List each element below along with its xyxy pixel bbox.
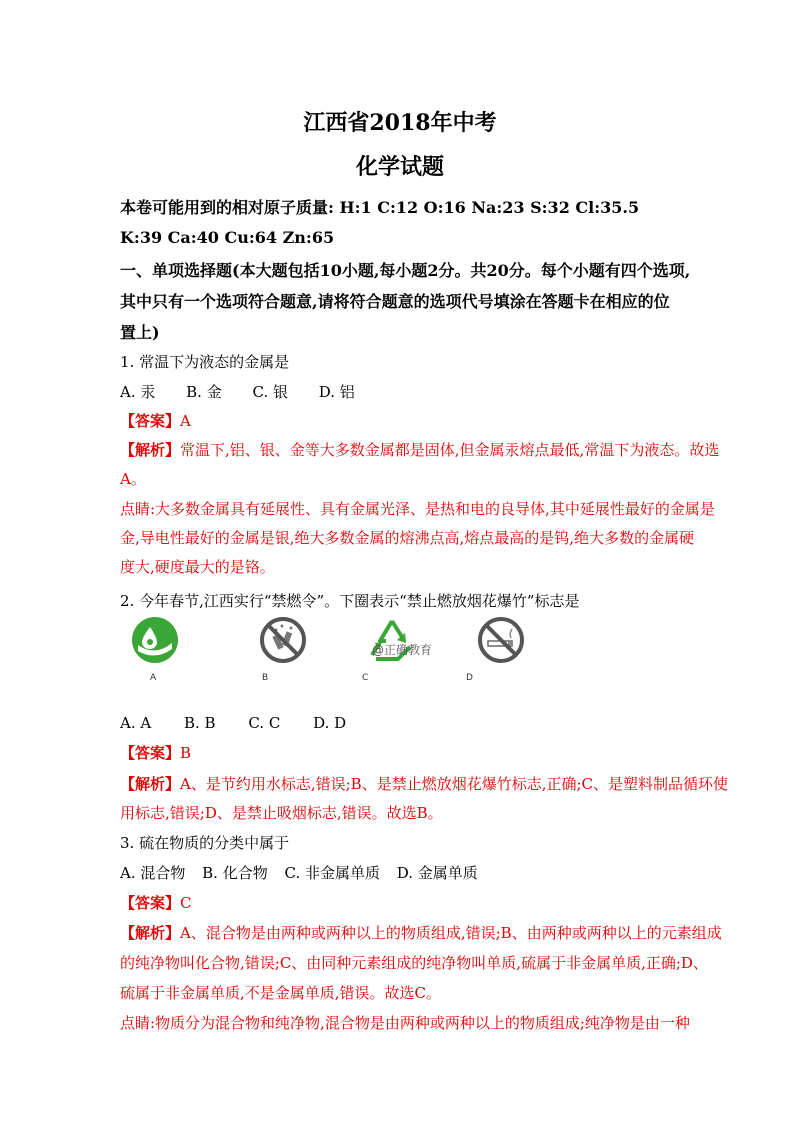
- q1-answer: [120, 410, 690, 431]
- analysis-text: A、混合物是由两种或两种以上的物质组成,错误;B、由两种或两种以上的元素组成: [180, 924, 722, 942]
- q3-options: [120, 862, 690, 883]
- analysis-text: 常温下,铝、银、金等大多数金属都是固体,但金属汞熔点最低,常温下为液态。故选: [180, 441, 720, 459]
- q1-analysis-line-1: [120, 439, 720, 460]
- icon-label-d: D: [466, 673, 473, 683]
- q3-option-a: A. 混合物: [120, 864, 186, 882]
- q3-option-c: C. 非金属单质: [284, 864, 380, 882]
- page-subtitle: 化学试题: [355, 154, 444, 180]
- section-heading-line-2: 其中只有一个选项符合题意,请将符合题意的选项代号填涂在答题卡在相应的位: [120, 292, 670, 311]
- q2-option-d: D. D: [313, 714, 347, 732]
- answer-tag: 【答案】: [120, 894, 181, 912]
- q3-answer: [120, 892, 690, 913]
- analysis-text: A、是节约用水标志,错误;B、是禁止燃放烟花爆竹标志,正确;C、是塑料制品循环使: [180, 775, 728, 793]
- q1-option-d: D. 铝: [318, 383, 355, 401]
- icon-label-a: A: [150, 673, 157, 683]
- watermark: @正确教育: [372, 643, 433, 657]
- q3-analysis-line-2: 的纯净物叫化合物,错误;C、由同种元素组成的纯净物叫单质,硫属于非金属单质,正确;D、: [120, 954, 708, 972]
- q1-option-b: B. 金: [186, 383, 222, 401]
- q2-sign-images: [120, 615, 540, 690]
- q2-option-b: B. B: [183, 714, 216, 732]
- analysis-tag: 【解析】: [120, 775, 181, 793]
- analysis-tag: 【解析】: [120, 441, 181, 459]
- no-fireworks-icon: [258, 615, 318, 683]
- q1-option-c: C. 银: [252, 383, 288, 401]
- answer-value: C: [180, 894, 192, 912]
- section-heading-line-3: 置上): [120, 323, 160, 342]
- q3-option-b: B. 化合物: [202, 864, 268, 882]
- q2-option-c: C. C: [248, 714, 281, 732]
- q1-tip-line-3: 度大,硬度最大的是铬。: [120, 558, 275, 576]
- icon-label-c: C: [362, 673, 369, 683]
- q3-analysis-line-3: 硫属于非金属单质,不是金属单质,错误。故选C。: [120, 984, 442, 1002]
- q2-options: [120, 714, 690, 732]
- q1-options: [120, 381, 690, 402]
- no-smoking-icon: [466, 615, 536, 683]
- answer-tag: 【答案】: [120, 412, 181, 430]
- q1-analysis-line-2: A。: [120, 470, 146, 488]
- section-heading-line-1: 一、单项选择题(本大题包括10小题,每小题2分。共20分。每个小题有四个选项,: [120, 261, 691, 280]
- answer-value: B: [180, 744, 192, 762]
- q1-tip-line-2: 金,导电性最好的金属是银,绝大多数金属的熔沸点高,熔点最高的是钨,绝大多数的金属硬: [120, 529, 695, 547]
- answer-value: A: [180, 412, 191, 430]
- q2-answer: [120, 742, 690, 763]
- q3-stem: 3. 硫在物质的分类中属于: [120, 834, 290, 852]
- atomic-mass-line-1: 本卷可能用到的相对原子质量: H:1 C:12 O:16 Na:23 S:32 Cl:35.5: [120, 198, 640, 217]
- q3-analysis-line-1: [120, 922, 722, 943]
- q2-stem: 2. 今年春节,江西实行“禁燃令”。下圈表示“禁止燃放烟花爆竹”标志是: [120, 592, 580, 610]
- answer-tag: 【答案】: [120, 744, 181, 762]
- page-title: 江西省2018年中考: [303, 110, 497, 136]
- q1-stem: 1. 常温下为液态的金属是: [120, 353, 290, 371]
- icon-label-b: B: [262, 673, 269, 683]
- q2-analysis-line-2: 用标志,错误;D、是禁止吸烟标志,错误。故选B。: [120, 804, 443, 822]
- q3-option-d: D. 金属单质: [396, 864, 478, 882]
- q3-tip-line-1: 点睛:物质分为混合物和纯净物,混合物是由两种或两种以上的物质组成;纯净物是由一种: [120, 1014, 690, 1032]
- q1-option-a: A. 汞: [120, 383, 156, 401]
- water-saving-icon: [130, 615, 190, 683]
- analysis-tag: 【解析】: [120, 924, 181, 942]
- q1-tip-line-1: 点睛:大多数金属具有延展性、具有金属光泽、是热和电的良导体,其中延展性最好的金属是: [120, 500, 715, 518]
- q2-analysis-line-1: [120, 773, 728, 794]
- atomic-mass-line-2: K:39 Ca:40 Cu:64 Zn:65: [120, 228, 335, 247]
- q2-option-a: A. A: [120, 714, 152, 732]
